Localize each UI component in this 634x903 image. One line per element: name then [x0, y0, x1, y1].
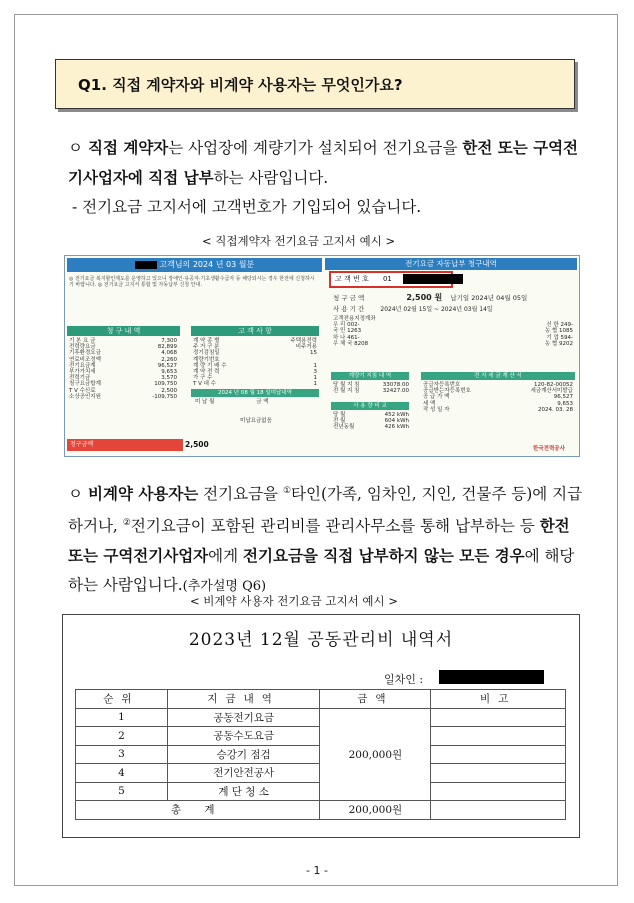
charge-value: 96,527 — [157, 362, 177, 369]
tax-row — [423, 407, 573, 413]
row-note — [431, 727, 566, 746]
charge-value: 3,570 — [161, 375, 177, 382]
meter-row — [333, 388, 409, 394]
fee-table — [75, 689, 566, 820]
bill-month: 고객님의 2024 년 03 월분 — [159, 260, 255, 269]
tax-label: 세 액 — [423, 400, 436, 407]
usage-value: 426 kWh — [384, 424, 409, 431]
account-label: 우 체 국 8208 — [333, 340, 369, 347]
charge-label: 연료비조정액 — [69, 356, 101, 363]
merged-amount: 200,000원 — [320, 708, 431, 801]
charge-label: T V 수신료 — [69, 387, 96, 394]
meter-value: 32427.00 — [382, 388, 409, 395]
non-contract-caption: < 비계약 사용자 전기요금 고지서 예시 > — [190, 594, 398, 608]
charge-label: 기 본 요 금 — [69, 338, 96, 344]
due-label: 납기일 — [450, 294, 470, 302]
row-item: 승강기 점검 — [167, 745, 320, 764]
non-contract-bold-2: 전기요금을 직접 납부하지 않는 모든 경우 — [243, 546, 525, 566]
charge-value: -109,750 — [152, 393, 177, 400]
redacted-date — [439, 670, 544, 684]
row-note — [431, 745, 566, 764]
amount-value: 2,500 원 — [406, 293, 443, 302]
tax-label: 공급자등록번호 — [423, 382, 461, 388]
charge-header: 청 구 내 역 — [67, 326, 180, 336]
usage-label: 전년동월 — [333, 424, 355, 431]
row-note — [431, 764, 566, 783]
charge-value: 2,500 — [161, 387, 177, 394]
bill-notice: ◎ 전기요금 복지할인제도를 운영하고 있으니 장애인·유공자·기초생활수급자 등 해당되시는 경우 한전에 신청하시기 바랍니다. ◎ 전기요금 고지서 통합 및 자동납부 신청 안내. — [69, 276, 315, 289]
account-value: 농 협 1085 — [544, 328, 573, 335]
account-label: 우 리 002- — [333, 322, 360, 329]
col-rank: 순위 — [76, 690, 168, 709]
customer-label: 계 약 전 력 — [193, 369, 220, 376]
col-item: 지금내역 — [167, 690, 320, 709]
charge-rows — [69, 338, 177, 400]
bill-left-header — [67, 258, 322, 272]
account-row — [333, 341, 573, 347]
kepco-logo-text: 한국전력공사 — [533, 446, 565, 452]
bill-right-header: 전기요금 자동납부 청구내역 — [325, 258, 577, 270]
col-amount: 금액 — [320, 690, 431, 709]
tax-lines — [423, 382, 573, 413]
charge-value: 2,260 — [161, 356, 177, 363]
customer-value: 1 — [313, 381, 317, 388]
account-label: 고객전용지정계좌 — [333, 316, 376, 322]
marker-2: ② — [122, 518, 131, 529]
row-rank: 5 — [76, 782, 168, 801]
customer-label: 정기검침일 — [193, 350, 220, 357]
question-title: Q1. 직접 계약자와 비계약 사용자는 무엇인가요? — [78, 76, 403, 94]
redacted-name — [135, 261, 157, 269]
charge-value: 4,068 — [161, 350, 177, 357]
account-label: 국 민 1263 — [333, 328, 362, 335]
direct-text: 는 사업장에 계량기가 설치되어 전기요금을 — [168, 139, 463, 157]
account-label: 하 나 461- — [333, 334, 360, 341]
total-value: 2,500 — [185, 440, 209, 449]
page-number: - 1 - — [306, 864, 328, 877]
customer-row — [193, 381, 317, 387]
customer-value: 비주거용 — [295, 344, 317, 351]
charge-value: 7,300 — [161, 338, 177, 344]
non-contract-bold: 한전 또는 구역전기사업자 — [68, 516, 570, 566]
tax-value: 2024. 03. 28 — [538, 406, 573, 413]
table-total-row — [76, 801, 566, 820]
tax-header: 전 자 세 금 계 산 서 — [421, 372, 575, 380]
row-note — [431, 708, 566, 727]
meter-label: 전 월 지 침 — [333, 388, 360, 395]
row-rank: 4 — [76, 764, 168, 783]
direct-term: 직접 계약자 — [88, 138, 169, 157]
customer-header: 고 객 사 항 — [191, 326, 319, 336]
amount-row — [333, 292, 527, 303]
charge-value: 82,899 — [157, 344, 177, 351]
usage-lines — [333, 412, 409, 431]
row-item: 전기안전공사 — [167, 764, 320, 783]
meter-lines — [333, 382, 409, 394]
tax-value: 120-82-00052 — [534, 382, 573, 388]
unpaid-header: 2024 년 08 월 18 일미납내역 — [191, 389, 319, 397]
due-value: 2024년 04월 05일 — [471, 294, 528, 302]
total-note — [431, 801, 566, 820]
meter-value: 33078.00 — [382, 382, 409, 388]
charge-label: 청구요금합계 — [69, 381, 101, 388]
non-contract-text-5: 에 해당하는 사람입니다. — [68, 547, 575, 595]
usage-label: 당 월 — [333, 412, 346, 418]
row-rank: 1 — [76, 708, 168, 727]
charge-label: 전기요금계 — [69, 362, 96, 369]
customer-value: 15 — [310, 350, 317, 357]
customer-value: 3 — [313, 369, 317, 376]
period-label: 사 용 기 간 — [333, 305, 365, 313]
bill-total-bar — [67, 439, 209, 451]
bullet: ㅇ — [68, 139, 83, 157]
customer-value: 1 — [313, 375, 317, 382]
customer-label: 계 량 기 배 수 — [193, 362, 227, 369]
direct-bold-text: 한전 또는 구역전기사업자에 직접 납부 — [68, 138, 579, 187]
charge-label: 부가가치세 — [69, 369, 96, 376]
direct-contractor-paragraph — [68, 133, 588, 193]
non-contract-text-3: 전기요금이 포함된 관리비를 관리사무소를 통해 납부하는 등 — [130, 517, 540, 536]
marker-1: ① — [282, 486, 292, 496]
account-value: 농 협 9202 — [544, 340, 573, 347]
unpaid-col-month: 미 납 월 — [195, 399, 215, 405]
customer-label: 계량기번호 — [193, 356, 220, 363]
non-contract-text: 전기요금을 — [198, 485, 283, 504]
direct-caption: < 직접계약자 전기요금 고지서 예시 > — [202, 234, 396, 248]
direct-note: - 전기요금 고지서에 고객번호가 기입되어 있습니다. — [72, 198, 422, 216]
meter-label: 당 월 지 침 — [333, 382, 360, 388]
charge-value: 109,750 — [154, 381, 177, 388]
row-rank: 3 — [76, 745, 168, 764]
customer-number-label: 고 객 번 호 — [335, 275, 369, 283]
charge-label: 기후환경요금 — [69, 350, 101, 357]
additional-note: (추가설명 Q6) — [182, 579, 267, 595]
account-rows — [333, 316, 573, 347]
total-value: 200,000원 — [320, 801, 431, 820]
customer-label: 주 거 구 분 — [193, 344, 220, 351]
maintenance-fee-statement — [62, 614, 580, 838]
non-contract-text-2: 타인(가족, 임차인, 지인, 건물주 등)에 지급하거나, — [68, 485, 583, 536]
bullet: ㅇ — [68, 485, 83, 504]
table-row — [76, 708, 566, 727]
tax-value: 세금계산서미발급 — [530, 388, 573, 395]
row-item: 공동전기요금 — [167, 708, 320, 727]
redacted-customer-number — [403, 274, 463, 284]
usage-value: 452 kWh — [384, 412, 409, 418]
row-rank: 2 — [76, 727, 168, 746]
period-value: 2024년 02월 15일 ~ 2024년 03월 14일 — [380, 306, 493, 313]
charge-label: 소상공인지원 — [69, 393, 101, 400]
row-note — [431, 782, 566, 801]
direct-text-end: 하는 사람입니다. — [213, 169, 329, 187]
electric-bill-example — [64, 255, 580, 457]
account-value: 신 한 249- — [546, 322, 573, 329]
non-contract-paragraph — [68, 477, 588, 601]
charge-label: 전력량요금 — [69, 344, 96, 351]
customer-number-prefix: 01 — [382, 275, 392, 283]
charge-value: 9,653 — [161, 369, 177, 376]
question-box — [55, 59, 575, 109]
row-item: 계 단 청 소 — [167, 782, 320, 801]
col-note: 비고 — [431, 690, 566, 709]
tax-label: 작 성 일 자 — [423, 406, 450, 413]
total-label: 총 계 — [76, 801, 320, 820]
total-label: 청구금액 — [70, 441, 94, 448]
unpaid-col-amount: 금 액 — [256, 399, 269, 405]
non-contract-term: 비계약 사용자는 — [88, 484, 199, 504]
customer-label: T V 대 수 — [193, 381, 216, 388]
usage-row — [333, 424, 409, 430]
account-value: 기 업 594- — [546, 334, 573, 341]
meter-header: 계량기 지침 내 역 — [331, 372, 409, 380]
charge-label: 전력기금 — [69, 375, 91, 382]
amount-label: 청 구 금 액 — [333, 294, 365, 302]
usage-value: 604 kWh — [384, 418, 409, 425]
customer-label: 가 구 수 — [193, 375, 213, 382]
statement-title: 2023년 12월 공동관리비 내역서 — [188, 630, 454, 650]
charge-row — [69, 394, 177, 400]
customer-label: 계 약 종 별 — [193, 338, 220, 344]
row-item: 공동수도요금 — [167, 727, 320, 746]
tax-value: 96,527 — [553, 394, 573, 401]
date-label: 일차인 : — [384, 673, 424, 686]
usage-compare-header: 사 용 량 비 교 — [331, 402, 409, 410]
customer-value: 1 — [313, 362, 317, 369]
customer-value: 주택용전력 — [290, 338, 317, 344]
unpaid-none: 미납요금없음 — [240, 418, 272, 424]
tax-value: 9,653 — [557, 400, 573, 407]
customer-rows — [193, 338, 317, 388]
table-header-row — [76, 690, 566, 709]
period-row — [333, 304, 493, 313]
tax-label: 공 급 가 액 — [423, 394, 450, 401]
usage-label: 전 월 — [333, 418, 346, 425]
non-contract-text-4: 에게 — [208, 547, 244, 566]
unpaid-cols — [195, 399, 315, 405]
tax-label: 공급받는자등록번호 — [423, 388, 471, 395]
